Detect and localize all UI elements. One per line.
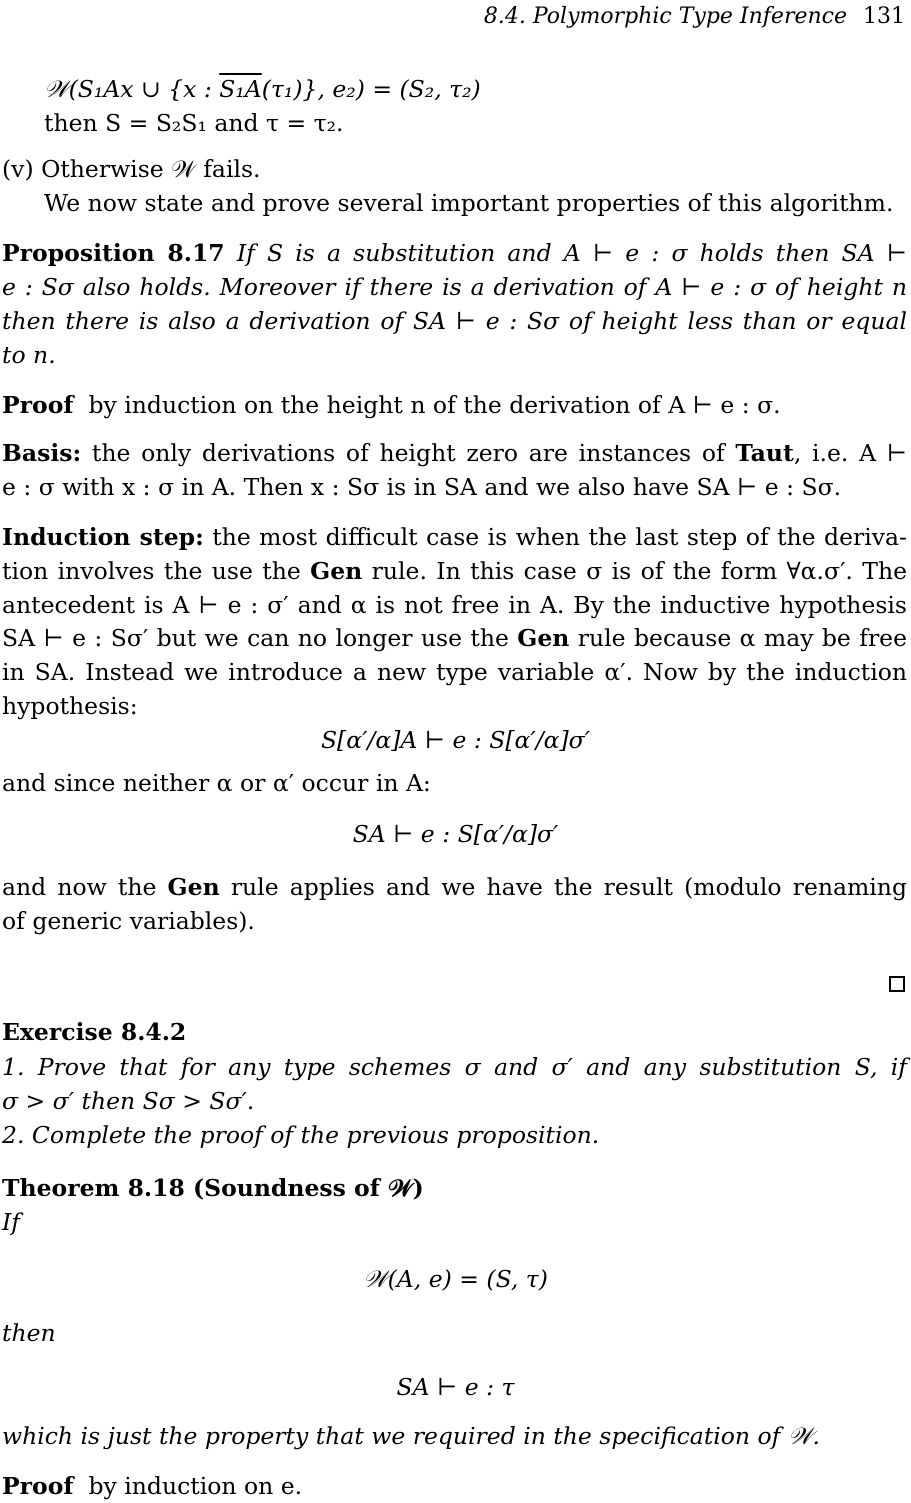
induction-line-8: and now the Gen rule applies and we have the result (modulo renaming	[2, 873, 907, 901]
proposition-line-4: to n.	[2, 341, 56, 369]
proof-line: Proof by induction on the height n of the derivation of A ⊢ e : σ.	[2, 391, 781, 419]
theorem-if: If	[2, 1208, 20, 1236]
induction-line-2: tion involves the use the Gen rule. In this case σ is of the form ∀α.σ′. The	[2, 557, 907, 585]
theorem-then: then	[2, 1319, 56, 1347]
section-title: 8.4. Polymorphic Type Inference	[483, 4, 847, 29]
display-equation-4: SA ⊢ e : τ	[396, 1373, 515, 1401]
basis-line-2: e : σ with x : σ in A. Then x : Sσ is in SA and we also have SA ⊢ e : Sσ.	[2, 473, 842, 501]
basis-line-1: Basis: the only derivations of height zero are instances of Taut, i.e. A ⊢	[2, 439, 908, 467]
exercise-label: Exercise 8.4.2	[2, 1018, 187, 1046]
exercise-item-1-cont: σ > σ′ then Sσ > Sσ′.	[2, 1087, 255, 1115]
theorem-conclusion: which is just the property that we required in the specification of 𝒲.	[2, 1422, 820, 1450]
exercise-item-2: 2. Complete the proof of the previous proposition.	[2, 1121, 600, 1149]
proposition-label: Proposition 8.17	[2, 239, 225, 267]
proposition-line-1: Proposition 8.17 If S is a substitution and A ⊢ e : σ holds then SA ⊢	[2, 239, 907, 267]
induction-line-9: of generic variables).	[2, 907, 255, 935]
intro-sentence: We now state and prove several important properties of this algorithm.	[44, 189, 894, 217]
display-equation-3: 𝒲(A, e) = (S, τ)	[363, 1265, 548, 1293]
basis-label: Basis:	[2, 439, 82, 467]
induction-line-3: antecedent is A ⊢ e : σ′ and α is not free in A. By the inductive hypothesis	[2, 591, 907, 619]
algorithm-step-result: then S = S₂S₁ and τ = τ₂.	[44, 109, 344, 137]
proof-label: Proof	[2, 391, 74, 419]
theorem-label: Theorem 8.18 (Soundness of 𝒲)	[2, 1174, 424, 1202]
proof-line-2: Proof by induction on e.	[2, 1472, 303, 1500]
proposition-line-3: then there is also a derivation of SA ⊢ e : Sσ of height less than or equal	[2, 307, 907, 335]
induction-line-1: Induction step: the most difficult case is when the last step of the deriva-	[2, 523, 907, 551]
induction-line-7: and since neither α or α′ occur in A:	[2, 769, 431, 797]
display-equation-1: S[α′/α]A ⊢ e : S[α′/α]σ′	[320, 726, 591, 754]
proof-label-2: Proof	[2, 1472, 74, 1500]
closure-overline: S₁A	[219, 75, 262, 103]
proposition-line-2: e : Sσ also holds. Moreover if there is a derivation of A ⊢ e : σ of height n	[2, 273, 907, 301]
algorithm-step-equation: 𝒲(S₁A𝑥 ∪ {x : S₁A(τ₁)}, e₂) = (S₂, τ₂)	[44, 75, 481, 103]
exercise-item-1: 1. Prove that for any type schemes σ and σ′ and any substitution S, if	[2, 1053, 907, 1081]
induction-line-5: in SA. Instead we introduce a new type variable α′. Now by the induction	[2, 658, 907, 686]
display-equation-2: SA ⊢ e : S[α′/α]σ′	[352, 820, 559, 848]
running-header	[484, 0, 905, 34]
qed-box-icon	[889, 976, 905, 992]
page-number: 131	[863, 4, 905, 29]
algorithm-step-v: (v) Otherwise 𝒲 fails.	[2, 155, 261, 183]
induction-line-6: hypothesis:	[2, 692, 138, 720]
induction-line-4: SA ⊢ e : Sσ′ but we can no longer use the Gen rule because α may be free	[2, 624, 907, 652]
induction-label: Induction step:	[2, 523, 204, 551]
